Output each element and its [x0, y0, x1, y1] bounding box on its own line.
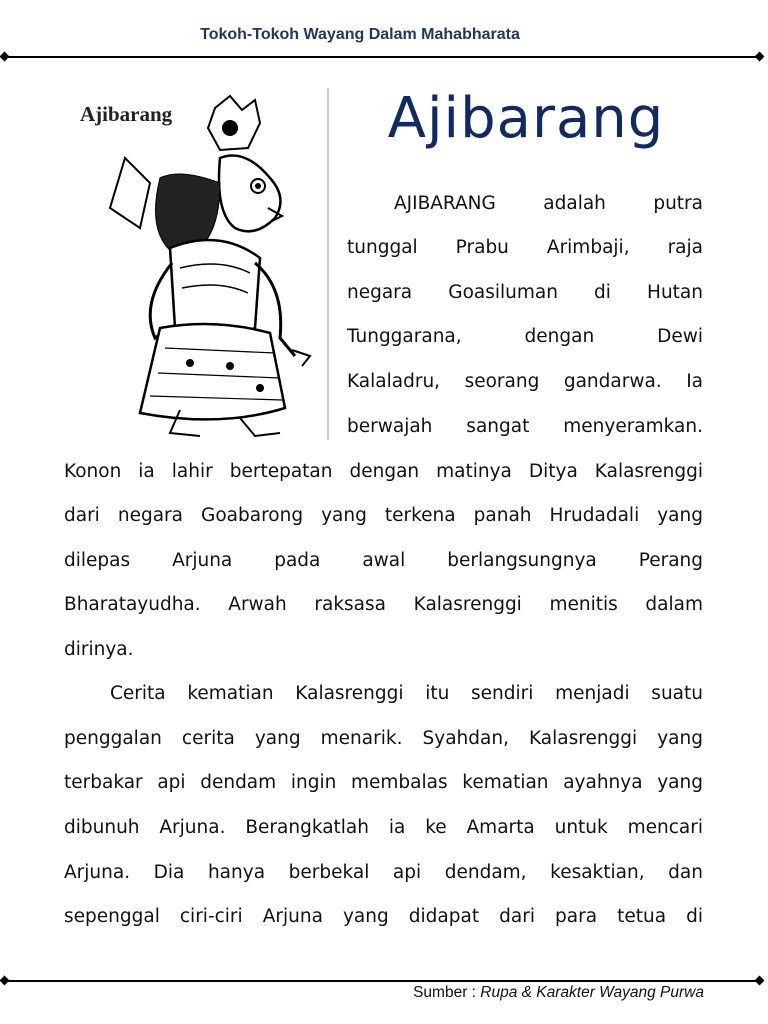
source-label: Sumber : — [413, 984, 481, 1001]
body-line: dirinya. — [64, 639, 134, 660]
footer-rule — [4, 980, 760, 982]
body-line: dilepas Arjuna pada awal berlangsungnya Perang — [64, 550, 703, 571]
body-line: berwajah sangat menyeramkan. — [347, 416, 703, 437]
body-line: Bharatayudha. Arwah raksasa Kalasrenggi menitis dalam — [64, 594, 703, 615]
body-line: Cerita kematian Kalasrenggi itu sendiri menjadi suatu — [110, 683, 703, 704]
body-line: dibunuh Arjuna. Berangkatlah ia ke Amarta untuk mencari — [64, 817, 703, 838]
body-line: tunggal Prabu Arimbaji, raja — [347, 237, 703, 258]
body-line: Tunggarana, dengan Dewi — [347, 326, 703, 347]
wayang-illustration — [70, 88, 332, 440]
source-footer — [413, 984, 704, 1002]
running-header: Tokoh-Tokoh Wayang Dalam Mahabharata — [200, 26, 520, 43]
body-line: dari negara Goabarong yang terkena panah Hrudadali yang — [64, 505, 703, 526]
body-line: negara Goasiluman di Hutan — [347, 282, 703, 303]
article-title: Ajibarang — [387, 86, 665, 151]
body-line: Kalaladru, seorang gandarwa. Ia — [347, 371, 703, 392]
body-line: terbakar api dendam ingin membalas kematian ayahnya yang — [64, 772, 703, 793]
body-line: Konon ia lahir bertepatan dengan matinya Ditya Kalasrenggi — [64, 461, 703, 482]
header-rule — [4, 56, 760, 58]
source-title: Rupa & Karakter Wayang Purwa — [480, 984, 704, 1001]
body-line: sepenggal ciri-ciri Arjuna yang didapat dari para tetua di — [64, 906, 703, 927]
figure-caption: Ajibarang — [80, 102, 173, 126]
body-line: Arjuna. Dia hanya berbekal api dendam, kesaktian, dan — [64, 862, 703, 883]
body-line: penggalan cerita yang menarik. Syahdan, Kalasrenggi yang — [64, 728, 703, 749]
body-line: AJIBARANG adalah putra — [394, 193, 703, 214]
wayang-figure-drawing — [70, 88, 332, 440]
